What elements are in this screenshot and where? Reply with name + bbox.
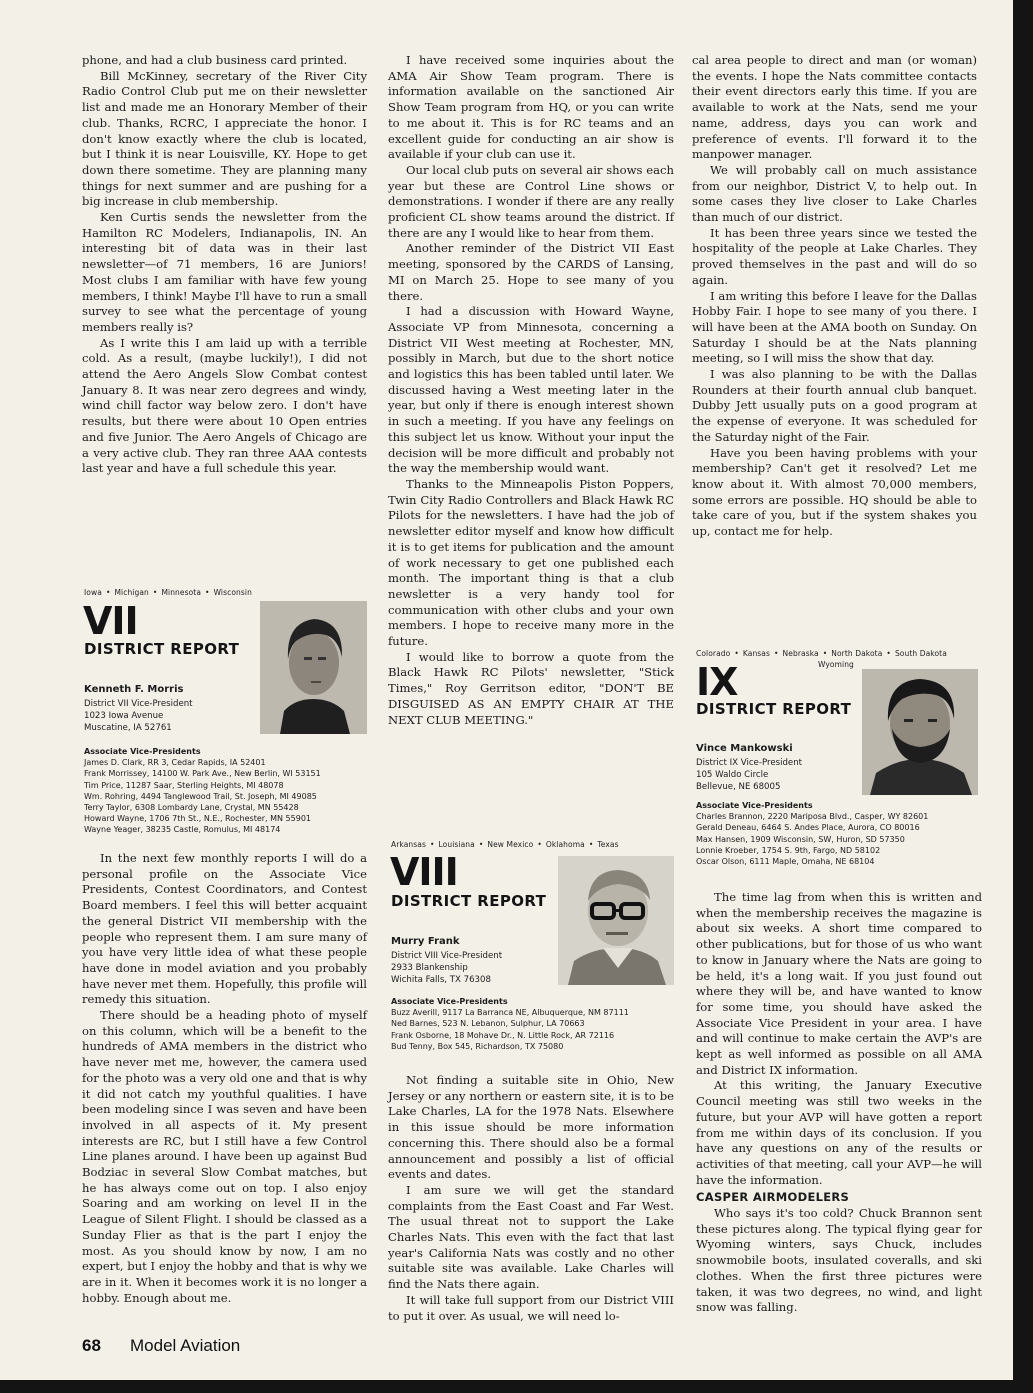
paragraph: There should be a heading photo of myself on this column, which will be a benefit to the hundreds of AMA members in the district who have never met me, however, the camera used for the photo was a very old one and that is why it did not catch my youthful qualities. I have been modeling since I was seven and have been involved in all aspects of it. My present interests are RC, but I still have a few Control Line planes around. I have been up against Bud Bodziac in several Slow Combat matches, but he has always come out on top. I also enjoy Soaring and am working on level II in the League of Silent Flight. I should be classed as a Sunday Flier as that is the part I enjoy the most. As you should know by now, I am no expert, but I enjoy the hobby and that is why we are in it. When it becomes work it is no longer a hobby. Enough about me.: [82, 1008, 367, 1305]
avp-entry: James D. Clark, RR 3, Cedar Rapids, IA 52401: [84, 758, 266, 768]
district-8-states: Arkansas • Louisiana • New Mexico • Oklahoma • Texas: [391, 840, 619, 849]
paragraph: phone, and had a club business card printed.: [82, 53, 348, 67]
paragraph: It will take full support from our District VIII to put it over. As usual, we will need lo-: [388, 1292, 674, 1323]
column-1-top: [82, 53, 367, 477]
paragraph: I had a discussion with Howard Wayne, Associate VP from Minnesota, concerning a District VII West meeting at Rochester, MN, possibly in March, but due to the short notice and logistics this has been tabled until later. We discussed having a West meeting later in the year, but only if there is enough interest shown in such a meeting. If you have any feelings on this subject let us know. Without your input the decision will be more difficult and probably not the way the membership would want.: [388, 304, 674, 476]
district-8-report-label: DISTRICT REPORT: [391, 892, 547, 910]
district-7-states: Iowa • Michigan • Minnesota • Wisconsin: [84, 588, 252, 597]
paragraph: Who says it's too cold? Chuck Brannon sent these pictures along. The typical flying gear for Wyoming winters, says Chuck, includes snowmobile boots, insulated coveralls, and ski clothes. When the first three pictures were taken, it was two degrees, no wind, and light snow was falling.: [696, 1206, 982, 1315]
address-line: Bellevue, NE 68005: [696, 782, 781, 793]
portrait-image: [558, 856, 674, 985]
address-line: 105 Waldo Circle: [696, 770, 769, 781]
paragraph: It has been three years since we tested the hospitality of the people at Lake Charles. They proved themselves in the past and will do so again.: [692, 225, 977, 287]
paragraph: Another reminder of the District VII East meeting, sponsored by the CARDS of Lansing, MI on March 25. Hope to see many of you there.: [388, 241, 674, 303]
avp-entry: Charles Brannon, 2220 Mariposa Blvd., Casper, WY 82601: [696, 812, 929, 822]
address-line: Muscatine, IA 52761: [84, 723, 172, 734]
avp-entry: Howard Wayne, 1706 7th St., N.E., Rochester, MN 55901: [84, 814, 311, 824]
column-3-bottom: [696, 890, 982, 1316]
avp-entry: Ned Barnes, 523 N. Lebanon, Sulphur, LA 70663: [391, 1019, 585, 1029]
district-9-associate-vps: [696, 800, 928, 867]
district-8-associate-vps: [391, 996, 629, 1052]
paragraph: Have you been having problems with your membership? Can't get it resolved? Let me know about it. With almost 70,000 members, some errors are possible. HQ should be able to take care of you, but if the system shakes you up, contact me for help.: [692, 445, 977, 539]
paragraph: At this writing, the January Executive Council meeting was still two weeks in the future, but your AVP will have gotten a report from me within days of its conclusion. If you have any questions on any of the results or activities of that meeting, call your AVP—he will have the information.: [696, 1078, 982, 1187]
paragraph: I would like to borrow a quote from the Black Hawk RC Pilots' newsletter, "Stick Times," Roy Gerritson editor, "DON'T BE DISGUISED AS AN EMPTY CHAIR AT THE NEXT CLUB MEETING.": [388, 649, 674, 727]
avp-entry: Tim Price, 11287 Saar, Sterling Heights, MI 48078: [84, 780, 284, 790]
vice-president-title: District VIII Vice-President: [391, 951, 503, 961]
avp-entry: Buzz Averill, 9117 La Barranca NE, Albuquerque, NM 87111: [391, 1008, 629, 1018]
avp-entry: Gerald Deneau, 6464 S. Andes Place, Aurora, CO 80016: [696, 823, 920, 833]
district-7-associate-vps: [84, 746, 321, 836]
avp-entry: Wayne Yeager, 38235 Castle, Romulus, MI 48174: [84, 825, 281, 835]
district-7-contact: [84, 682, 193, 735]
paragraph: In the next few monthly reports I will do a personal profile on the Associate Vice Presidents, Contest Coordinators, and Contest Board members. I feel this will better acquaint the general District VII membership with the people who represent them. I am sure many of you have very little idea of what these people have done in model aviation and you probably have never met them. Hopefully, this profile will remedy this situation.: [82, 851, 367, 1007]
column-3-top: [692, 53, 977, 540]
district-9-states-line-2: Wyoming: [818, 660, 854, 669]
avp-entry: Frank Morrissey, 14100 W. Park Ave., New Berlin, WI 53151: [84, 769, 321, 779]
column-2-top: [388, 53, 674, 728]
district-8-contact: [391, 934, 502, 987]
address-line: 2933 Blankenship: [391, 963, 468, 974]
paragraph: Not finding a suitable site in Ohio, New Jersey or any northern or eastern site, it is to be Lake Charles, LA for the 1978 Nats. Elsewhere in this issue should be more information concerning this. There should also be a formal announcement and possibly a list of official events and dates.: [388, 1073, 674, 1182]
paragraph: cal area people to direct and man (or woman) the events. I hope the Nats committee contacts their event directors early this time. If you are available to work at the Nats, send me your name, address, days you can work and preference of events. I'll forward it to the manpower manager.: [692, 53, 977, 162]
paragraph: We will probably call on much assistance from our neighbor, District V, to help out. In some cases they live closer to Lake Charles than much of our district.: [692, 162, 977, 225]
avp-heading: Associate Vice-Presidents: [391, 997, 508, 1006]
district-9-states: Colorado • Kansas • Nebraska • North Dakota • South Dakota: [696, 649, 947, 658]
paragraph: Thanks to the Minneapolis Piston Poppers, Twin City Radio Controllers and Black Hawk RC Pilots for the newsletters. I have had the job of newsletter editor myself and know how difficult it is to get items for publication and the amount of work necessary to get one published each month. The important thing is that a club newsletter is a very handy tool for communication with other clubs and your own members. I hope to receive many more in the future.: [388, 476, 674, 649]
paragraph: The time lag from when this is written and when the membership receives the magazine is about six weeks. A short time compared to other publications, but for those of us who want to know in January where the Nats are going to be held, it's a long wait. If you just found out where they will be, and have wanted to know for some time, you should have asked the Associate Vice President in your area. I have and will continue to make certain the AVP's are kept as well informed as possible on all AMA and District IX information.: [696, 890, 982, 1077]
vice-president-name: Kenneth F. Morris: [84, 684, 184, 695]
paragraph: Ken Curtis sends the newsletter from the Hamilton RC Modelers, Indianapolis, IN. An interesting bit of data was in their last newsletter—of 71 members, 16 are Juniors! Most clubs I am familiar with have few young members, I think! Maybe I'll have to run a small survey to see what the percentage of young members really is?: [82, 210, 367, 334]
paragraph: Our local club puts on several air shows each year but these are Control Line shows or demonstrations. I wonder if there are any really proficient CL show teams around the district. If there are any I would like to hear from them.: [388, 162, 674, 240]
vice-president-name: Vince Mankowski: [696, 743, 793, 754]
magazine-title: Model Aviation: [130, 1336, 241, 1355]
avp-entry: Frank Osborne, 18 Mohave Dr., N. Little Rock, AR 72116: [391, 1030, 615, 1040]
portrait-image: [862, 669, 978, 795]
page-number: 68: [82, 1336, 101, 1355]
column-2-bottom: [388, 1073, 674, 1324]
district-9-portrait-photo: [862, 669, 978, 795]
paragraph: I was also planning to be with the Dallas Rounders at their fourth annual club banquet. Dubby Jett usually puts on a good program at the expense of everyone. It was scheduled for the Saturday night of the Fair.: [692, 367, 977, 444]
portrait-image: [260, 601, 367, 734]
paragraph: I am writing this before I leave for the Dallas Hobby Fair. I hope to see many of you there. I will have been at the AMA booth on Sunday. On Saturday I should be at the Nats planning meeting, so I will miss the show that day.: [692, 288, 977, 366]
avp-entry: Wm. Rohring, 4494 Tanglewood Trail, St. Joseph, MI 49085: [84, 791, 317, 801]
avp-entry: Max Hansen, 1909 Wisconsin, SW, Huron, SD 57350: [696, 834, 905, 844]
district-9-report-label: DISTRICT REPORT: [696, 700, 852, 718]
district-7-report-label: DISTRICT REPORT: [84, 640, 240, 658]
address-line: Wichita Falls, TX 76308: [391, 975, 491, 986]
column-1-bottom: [82, 851, 367, 1306]
paragraph: Bill McKinney, secretary of the River City Radio Control Club put me on their newsletter list and made me an Honorary Member of their club. Thanks, RCRC, I appreciate the honor. I don't know exactly where the club is located, but I think it is near Louisville, KY. Hope to get down there sometime. They are planning many things for next summer and are pushing for a big increase in club membership.: [82, 68, 367, 209]
district-7-portrait-photo: [260, 601, 367, 734]
vice-president-name: Murry Frank: [391, 936, 460, 947]
avp-entry: Oscar Olson, 6111 Maple, Omaha, NE 68104: [696, 857, 875, 867]
paragraph: As I write this I am laid up with a terrible cold. As a result, (maybe luckily!), I did not attend the Aero Angels Slow Combat contest January 8. It was near zero degrees and windy, wind chill factor way below zero. I don't have results, but there were about 10 Open entries and five Junior. The Aero Angels of Chicago are a very active club. They ran three AAA contests last year and have a full schedule this year.: [82, 335, 367, 476]
avp-entry: Lonnie Kroeber, 1754 S. 9th, Fargo, ND 58102: [696, 845, 881, 855]
avp-heading: Associate Vice-Presidents: [84, 747, 201, 756]
district-7-numeral: VII: [83, 599, 138, 643]
district-9-contact: [696, 741, 802, 794]
address-line: 1023 Iowa Avenue: [84, 711, 164, 722]
paragraph: I am sure we will get the standard complaints from the East Coast and Far West. The usual threat not to support the Lake Charles Nats. This even with the fact that last year's California Nats was costly and no other suitable site was available. Lake Charles will find the Nats there again.: [388, 1182, 674, 1292]
district-8-portrait-photo: [558, 856, 674, 985]
paragraph: I have received some inquiries about the AMA Air Show Team program. There is information available on the sanctioned Air Show Team program from HQ, or you can write to me about it. This is for RC teams and an excellent guide for conducting an air show is available if your club can use it.: [388, 53, 674, 162]
district-8-numeral: VIII: [390, 850, 458, 894]
vice-president-title: District IX Vice-President: [696, 758, 803, 768]
avp-heading: Associate Vice-Presidents: [696, 801, 813, 810]
section-heading: CASPER AIRMODELERS: [696, 1190, 850, 1205]
district-9-numeral: IX: [696, 660, 738, 704]
avp-entry: Terry Taylor, 6308 Lombardy Lane, Crystal, MN 55428: [84, 803, 299, 813]
vice-president-title: District VII Vice-President: [84, 699, 193, 709]
avp-entry: Bud Tenny, Box 545, Richardson, TX 75080: [391, 1041, 564, 1051]
